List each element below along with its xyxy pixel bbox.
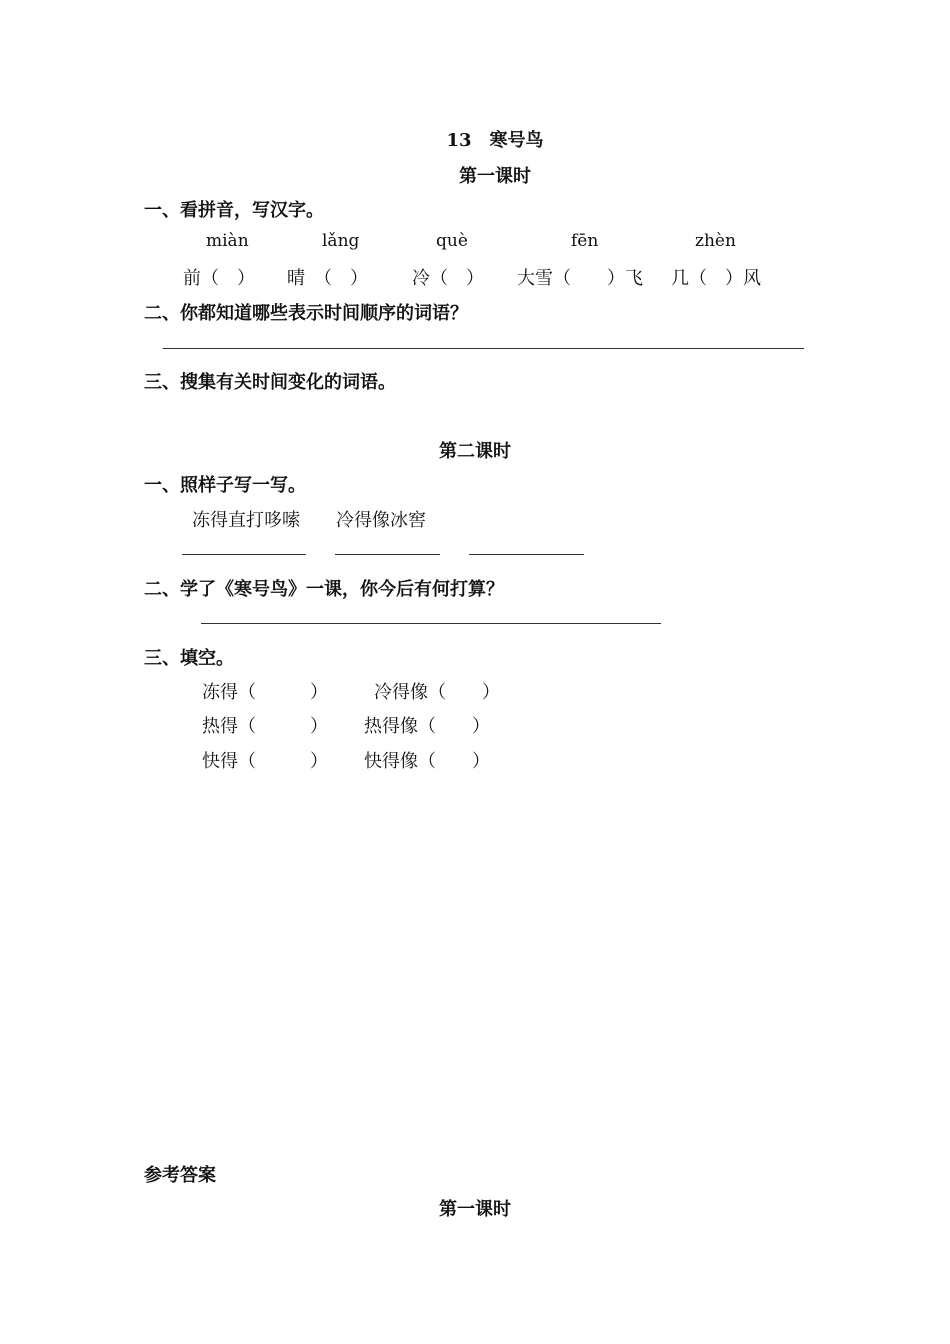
answer-line[interactable] xyxy=(469,554,584,555)
fill-row3-right: 快得像（ ） xyxy=(364,751,490,772)
lesson1-q3-label: 三、搜集有关时间变化的词语。 xyxy=(144,372,396,393)
page-title xyxy=(0,126,950,152)
lesson2-q1-label: 一、照样子写一写。 xyxy=(144,475,306,496)
pinyin-5: zhèn xyxy=(695,231,736,251)
fill-row3-left: 快得（ ） xyxy=(202,751,328,772)
example-1: 冻得直打哆嗦 xyxy=(192,510,300,531)
lesson2-q3-label: 三、填空。 xyxy=(144,648,234,669)
pinyin-3: què xyxy=(436,231,468,251)
lesson2-q2-label: 二、学了《寒号鸟》一课，你今后有何打算？ xyxy=(144,579,504,600)
fill-row1-right: 冷得像（ ） xyxy=(374,682,500,703)
example-2: 冷得像冰窖 xyxy=(336,510,426,531)
lesson1-q1-label: 一、看拼音，写汉字。 xyxy=(144,200,324,221)
char-item-5: 几（ ）风 xyxy=(671,268,761,289)
lesson1-q2-label: 二、你都知道哪些表示时间顺序的词语？ xyxy=(144,303,468,324)
lesson2-heading-text: 第二课时 xyxy=(439,441,511,462)
pinyin-4: fēn xyxy=(571,231,599,251)
pinyin-1: miàn xyxy=(206,231,249,251)
answers-heading xyxy=(0,1195,950,1221)
answer-line[interactable] xyxy=(163,348,804,349)
char-item-1: 前（ ） xyxy=(183,268,255,289)
fill-row2-left: 热得（ ） xyxy=(202,716,328,737)
pinyin-2: lǎng xyxy=(322,231,360,251)
char-item-3: 冷（ ） xyxy=(412,268,484,289)
answer-line[interactable] xyxy=(201,623,661,624)
title-text: 13 寒号鸟 xyxy=(446,130,544,151)
lesson1-heading-text: 第一课时 xyxy=(459,166,531,187)
char-item-2: 晴 （ ） xyxy=(287,268,368,289)
char-item-4: 大雪（ ）飞 xyxy=(517,268,643,289)
answer-line[interactable] xyxy=(182,554,306,555)
answers-label: 参考答案 xyxy=(144,1165,216,1186)
answers-heading-text: 第一课时 xyxy=(439,1199,511,1220)
lesson2-heading xyxy=(0,437,950,463)
answer-line[interactable] xyxy=(335,554,440,555)
fill-row1-left: 冻得（ ） xyxy=(202,682,328,703)
lesson1-heading xyxy=(0,162,950,188)
fill-row2-right: 热得像（ ） xyxy=(364,716,490,737)
